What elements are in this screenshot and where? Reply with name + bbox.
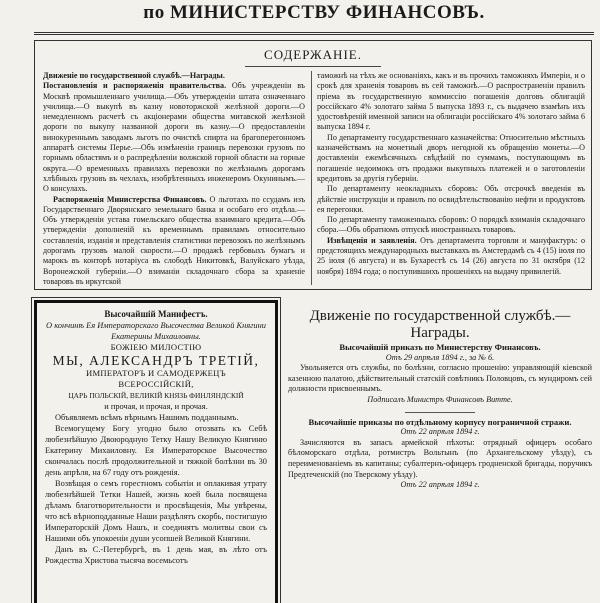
guard-orders-date: Отъ 22 апрѣля 1894 г.: [400, 480, 480, 490]
manifesto-body-paragraph: Всемогущему Богу угодно было отозвать къ Себѣ любезнѣйшую Двоюродную Тетку Нашу Великую Княгиню Екатерину Михаиловну. Ея Императорское Высочество скончалась послѣ продолжительной и тяжкой болѣзни въ 30 день апрѣля, на 67 году отъ рожденія.: [45, 424, 267, 477]
manifesto-body-paragraph: Объявляемъ всѣмъ вѣрнымъ Нашимъ подданнымъ.: [55, 413, 239, 422]
manifesto-emperor-line: ИМПЕРАТОРЪ И САМОДЕРЖЕЦЪ: [85, 368, 227, 378]
toc-paragraph: [317, 236, 585, 277]
toc-paragraph: [317, 133, 585, 184]
manifesto-body-paragraph: Данъ въ С.-Петербургѣ, въ 1 день мая, въ лѣто отъ Рождества Христова тысяча восемьсотъ: [45, 545, 267, 565]
manifesto-realm-line: ВСЕРОССІЙСКІЙ,: [118, 379, 194, 389]
toc-lead: Постановленія и распоряженія правительства.: [43, 81, 227, 91]
toc-paragraph: [317, 71, 585, 133]
masthead-title: по МИНИСТЕРСТВУ ФИНАНСОВЪ.: [143, 2, 485, 23]
toc-heading: СОДЕРЖАНІЕ.: [264, 47, 362, 62]
table-of-contents: [34, 40, 592, 290]
guard-orders-title: Высочайшіе приказы по отдѣльному корпусу пограничной стражи.: [308, 416, 572, 427]
manifesto-title: Высочайшій Манифестъ.: [104, 309, 208, 319]
toc-paragraph: [43, 195, 305, 288]
manifesto-subtitle: О кончинѣ Ея Императорскаго Высочества Великой Княгини Екатерины Михаиловны.: [46, 321, 266, 341]
toc-text: Отъ департамента торговли и мануфактуръ: о предстоящихъ международныхъ выставкахъ въ Амстердамѣ съ 4 (15) іюля по 25 іюля (6 августа) и въ Бухарестѣ съ 14 (26) августа по 31 октября (12 ноября) 1894 года; о поступившихъ прошеніяхъ на выдачу привилегій.: [317, 235, 585, 276]
toc-paragraph: [43, 81, 305, 194]
manifesto-titles-line: ЦАРЬ ПОЛЬСКІЙ, ВЕЛИКІЙ КНЯЗЬ ФИНЛЯНДСКІЙ: [68, 391, 244, 400]
toc-text: таможнѣ на тѣхъ же основаніяхъ, какъ и въ прочихъ таможняхъ Имперіи, и о срокѣ для храненія товаровъ въ сей таможнѣ.—О распространеніи правилъ пріема въ государственную коммиссію погашенія долговъ облигацій россійскаго 4% золотаго займа 5 выпуска 1893 г., съ выдачею взамѣнъ ихъ удостовѣреній именной записи на облигаціи россійскаго 4% золотаго займа 6 выпуска 1894 г.: [317, 71, 585, 132]
toc-text: По департаменту неокладныхъ сборовъ: Объ отсрочкѣ введенія въ дѣйствіе инструкціи и правилъ по освидѣтельствованію нефти и продуктовъ ея перегонки.: [317, 184, 585, 214]
toc-text: Объ учрежденіи въ Москвѣ промышленнаго училища.—Объ утвержденіи штата означеннаго училища.—О выкупѣ въ казну новоторжской желѣзной дороги.—О немедленномъ расчетѣ съ акціонерами общества митавской желѣзной дороги по выкупу названной дороги въ казну.—О предоставленіи винокуреннымъ заводамъ льготъ по очисткѣ спирта на брагоперегонномъ аппаратѣ системы Перье.—Объ измѣненіи границъ перевозки грузовъ по горнымъ областямъ и о распредѣленіи волжской горной области на горные округа.—О временныхъ правилахъ перевозки по желѣзнымъ дорогамъ хлѣбныхъ грузовъ въ чехлахъ, изобрѣтенныхъ инженеромъ Окунинымъ.—О консулахъ.: [43, 81, 305, 194]
toc-right-column: [317, 71, 585, 285]
toc-lead: Распоряженія Министерства Финансовъ.: [53, 194, 207, 204]
orders-title: Высочайшій приказъ по Министерству Финансовъ.: [339, 342, 541, 352]
manifesto-grace-line: БОЖІЕЮ МИЛОСТІЮ: [110, 342, 202, 352]
masthead: [34, 0, 594, 35]
manifesto-body-paragraph: Возвѣщая о семъ горестномъ событіи и оплакивая утрату любезнѣйшей Тетки Нашей, жизнь коей была посвящена дѣламъ благотворительности и просвѣщенія, Мы увѣрены, что всѣ вѣрноподданные Наши раздѣлятъ скорбь, постигшую Императорскій Домъ Нашъ, и соединятъ молитвы свои съ Нашими объ упокоеніи души усопшей Великой Княгини.: [45, 479, 267, 543]
service-orders-column: [288, 308, 592, 491]
guard-orders-date: Отъ 22 апрѣля 1894 г.: [400, 427, 480, 437]
orders-signature: Подписалъ Министръ Финансовъ Витте.: [367, 394, 513, 404]
manifesto-etc-line: и прочая, и прочая, и прочая.: [104, 402, 208, 411]
section-heading: Движеніе по государственной службѣ.—Награды.: [309, 308, 571, 341]
toc-paragraph: [317, 215, 585, 236]
toc-divider: [245, 66, 381, 67]
section-divider: [405, 412, 475, 413]
manifesto-emperor-name: МЫ, АЛЕКСАНДРЪ ТРЕТІЙ,: [52, 353, 260, 368]
orders-date: Отъ 29 апрѣля 1894 г., за № 6.: [385, 352, 495, 362]
toc-lead: Движеніе по государственной службѣ.—Награды.: [43, 71, 225, 80]
guard-orders-text: Зачисляются въ запасъ армейской пѣхоты: отрядный офицеръ особаго бѣломорскаго отдѣла, ротмистръ Вольтынъ (по Архангельскому уѣзду), съ переименованіемъ въ капитаны; субалтернъ-офицеръ гродненской бригады, поручикъ Предтеченскій (по Тверскому уѣзду).: [288, 437, 592, 479]
toc-text: По департаменту таможенныхъ сборовъ: О порядкѣ взиманія складочнаго сбора.—Объ обратномъ отпускѣ иностранныхъ товаровъ.: [317, 215, 585, 235]
toc-lead: Извѣщенія и заявленія.: [327, 235, 417, 245]
toc-paragraph: [317, 184, 585, 215]
toc-text: По департаменту государственнаго казначейства: Относительно мѣстныхъ казначействамъ на монетный дворъ негодной къ обращенію монеты.—О доставленіи ежемѣсячныхъ свѣдѣній по суммамъ, поступающимъ въ погашеніе недоимокъ отъ продажи выкупныхъ платежей и о заготовленіи кредитовъ за другія губерніи.: [317, 132, 585, 183]
orders-text: Увольняется отъ службы, по болѣзни, согласно прошенію: управляющій кіевской казенною палатою, дѣйствительный статскій совѣтникъ Половцовъ, съ мундиромъ сей должности присвоеннымъ.: [288, 363, 592, 394]
toc-text: О льготахъ по ссудамъ изъ Государственнаго Дворянскаго земельнаго банка и особаго его отдѣла.—Объ утвержденіи устава гомельскаго общества взаимнаго кредита.—Объ утвержденіи дополненій къ временнымъ правиламъ относительно составленія, изданія и представленія статистики перевозокъ по желѣзнымъ дорогамъ грузовъ малой скорости.—О продажѣ гербовыхъ бумагъ и марокъ въ конторѣ нотаріуса въ слободѣ Никитовкѣ, Валуйскаго уѣзда, Воронежской губерніи.—О взиманіи складочнаго сбора за храненіе товаровъ въ иркутской: [43, 194, 305, 286]
toc-left-column: [43, 71, 312, 285]
manifesto-frame: [34, 300, 278, 603]
toc-paragraph: [43, 71, 305, 81]
manifesto: [45, 309, 267, 566]
